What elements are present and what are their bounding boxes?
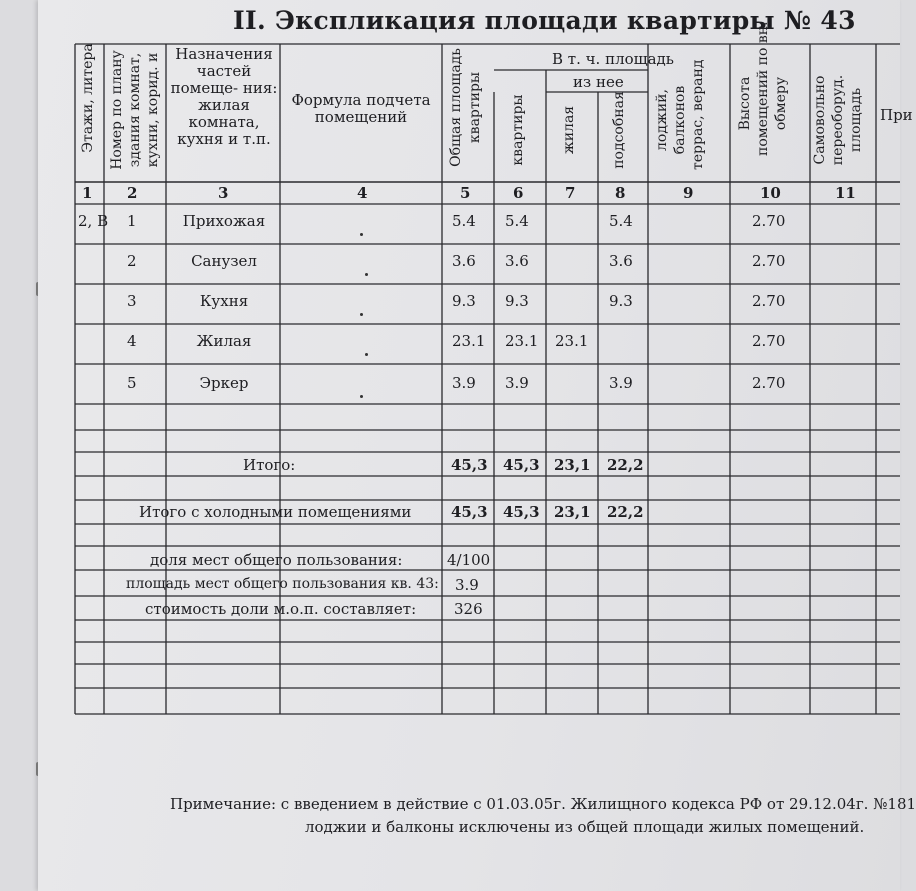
room-height: 2.70 (752, 374, 786, 392)
totals-living: 23,1 (554, 456, 591, 474)
room-auxiliary-area: 5.4 (609, 212, 633, 230)
header-floor: Этажи, литера (80, 43, 96, 153)
header-formula: Формула подчета помещений (291, 91, 431, 126)
header-total-line2: квартиры (467, 71, 483, 144)
header-number-line3: кухни, корид. и (145, 52, 161, 168)
page-title: II. Экспликация площади квартиры № 43 (233, 6, 856, 35)
room-apartment-area: 23.1 (505, 332, 539, 350)
header-height-line3: обмеру (773, 76, 789, 131)
room-name: Кухня (199, 292, 249, 310)
room-number: 1 (127, 212, 137, 230)
header-loggia-line1: лоджий, (654, 89, 670, 151)
shared-share-label: доля мест общего пользования: (150, 551, 403, 569)
header-note-col: При (880, 106, 913, 124)
column-number: 2 (127, 184, 138, 202)
cold-totals-label: Итого с холодными помещениями (139, 503, 412, 521)
room-floor: 2, В (78, 212, 109, 230)
cold-totals-auxiliary: 22,2 (607, 503, 644, 521)
totals-apartment: 45,3 (503, 456, 540, 474)
cold-totals-living: 23,1 (554, 503, 591, 521)
room-total-area: 5.4 (452, 212, 476, 230)
footnote-line1: Примечание: с введением в действие с 01.03.05г. Жилищного кодекса РФ от 29.12.04г. №181 (170, 795, 916, 813)
header-apartment: квартиры (510, 94, 526, 166)
header-sub: из нее (573, 73, 624, 91)
header-unauth-line1: Самовольно (812, 75, 828, 165)
formula-dot (360, 313, 363, 316)
column-number: 1 (82, 184, 93, 202)
header-total-line1: Общая площадь (448, 48, 464, 167)
room-auxiliary-area: 9.3 (609, 292, 633, 310)
room-auxiliary-area: 3.9 (609, 374, 633, 392)
totals-total: 45,3 (451, 456, 488, 474)
column-number: 3 (218, 184, 229, 202)
room-total-area: 9.3 (452, 292, 476, 310)
header-height-line2: помещений по вн. (755, 21, 771, 156)
room-height: 2.70 (752, 212, 786, 230)
header-group: В т. ч. площадь (552, 50, 674, 68)
header-number-line1: Номер по плану (109, 50, 125, 170)
room-living-area: 23.1 (555, 332, 589, 350)
room-name: Жилая (196, 332, 252, 350)
cold-totals-apartment: 45,3 (503, 503, 540, 521)
room-apartment-area: 5.4 (505, 212, 529, 230)
column-number: 5 (460, 184, 471, 202)
shared-share-value: 4/100 (447, 551, 491, 569)
header-auxiliary: подсобная (611, 91, 627, 169)
shared-cost-value: 326 (454, 600, 483, 618)
header-loggia-line3: террас, веранд (690, 59, 706, 170)
header-number-line2: здания комнат, (127, 52, 143, 168)
room-name: Прихожая (182, 212, 266, 230)
cold-totals-total: 45,3 (451, 503, 488, 521)
header-unauth-line2: переоборуд. (830, 74, 846, 166)
header-unauth-line3: площадь (848, 87, 864, 153)
shared-cost-label: стоимость доли м.о.п. составляет: (145, 600, 417, 618)
room-apartment-area: 3.6 (505, 252, 529, 270)
room-height: 2.70 (752, 252, 786, 270)
column-number: 4 (357, 184, 368, 202)
header-loggia-line2: балконов (672, 85, 688, 155)
header-living: жилая (561, 105, 577, 155)
room-total-area: 23.1 (452, 332, 486, 350)
room-auxiliary-area: 3.6 (609, 252, 633, 270)
footnote-line2: лоджии и балконы исключены из общей площади жилых помещений. (305, 818, 865, 836)
room-name: Санузел (191, 252, 257, 270)
header-height-line1: Высота (737, 76, 753, 131)
formula-dot (365, 273, 368, 276)
formula-dot (360, 233, 363, 236)
room-number: 3 (127, 292, 137, 310)
room-name: Эркер (199, 374, 249, 392)
formula-dot (360, 395, 363, 398)
room-apartment-area: 3.9 (505, 374, 529, 392)
room-number: 2 (127, 252, 137, 270)
formula-dot (365, 353, 368, 356)
column-number: 6 (513, 184, 524, 202)
room-number: 5 (127, 374, 137, 392)
header-purpose: Назначения частей помеще- ния: жилая комната, кухня и т.п. (170, 45, 278, 148)
totals-label: Итого: (243, 456, 296, 474)
totals-auxiliary: 22,2 (607, 456, 644, 474)
shared-area-label: площадь мест общего пользования кв. 43: (126, 576, 439, 592)
room-total-area: 3.6 (452, 252, 476, 270)
room-height: 2.70 (752, 332, 786, 350)
column-number: 9 (683, 184, 694, 202)
room-apartment-area: 9.3 (505, 292, 529, 310)
shared-area-value: 3.9 (455, 576, 479, 594)
column-number: 8 (615, 184, 626, 202)
room-number: 4 (127, 332, 137, 350)
column-number: 11 (835, 184, 856, 202)
room-height: 2.70 (752, 292, 786, 310)
room-total-area: 3.9 (452, 374, 476, 392)
column-number: 7 (565, 184, 576, 202)
column-number: 10 (760, 184, 781, 202)
